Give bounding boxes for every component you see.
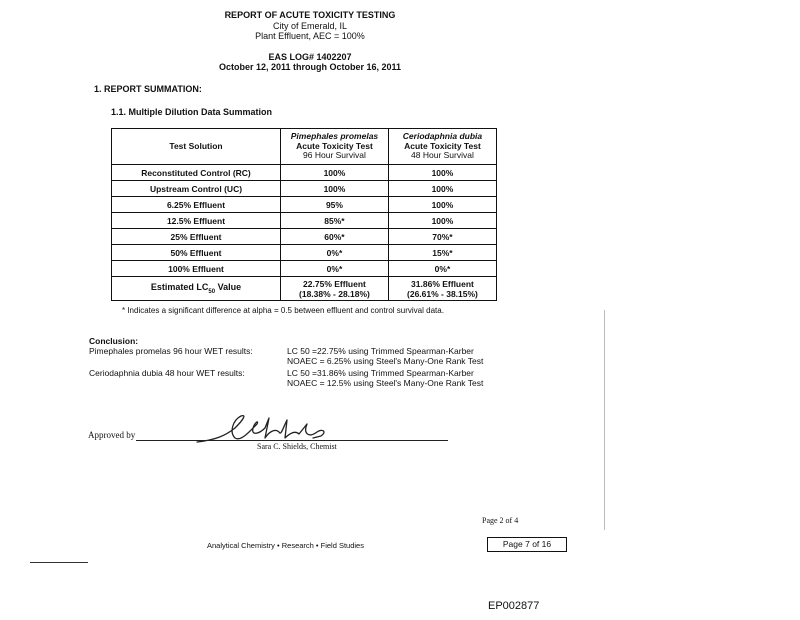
cd-value: 100% (388, 181, 496, 197)
lc50-pp-interval: (18.38% - 28.18%) (299, 288, 370, 299)
conclusion-cd-noaec: NOAEC = 12.5% using Steel's Many-One Rank Test (287, 377, 484, 388)
header-pimephales (281, 129, 389, 165)
table-header-row (112, 129, 497, 165)
report-header (150, 10, 470, 73)
row-label: 6.25% Effluent (112, 197, 281, 213)
pp-value: 0%* (281, 261, 389, 277)
footer-rule (30, 562, 88, 563)
conclusion-pp-label: Pimephales promelas 96 hour WET results: (89, 346, 253, 356)
conclusion-title: Conclusion: (89, 336, 139, 346)
pp-value: 100% (281, 181, 389, 197)
cd-value: 70%* (388, 229, 496, 245)
header-cd-test: Acute Toxicity Test (404, 140, 481, 151)
lc50-label-suffix: Value (215, 282, 242, 293)
lc50-label (112, 277, 281, 301)
lc50-pp-value (281, 277, 389, 301)
conclusion-cd-label: Ceriodaphnia dubia 48 hour WET results: (89, 368, 245, 378)
row-label: 12.5% Effluent (112, 213, 281, 229)
header-pp-survival: 96 Hour Survival (303, 150, 366, 161)
cd-value: 15%* (388, 245, 496, 261)
row-label: 25% Effluent (112, 229, 281, 245)
report-title: REPORT OF ACUTE TOXICITY TESTING (224, 10, 396, 20)
signer-name: Sara C. Shields, Chemist (257, 442, 337, 451)
lc50-subscript: 50 (208, 288, 216, 295)
conclusion-cd-lc50: LC 50 =31.86% using Trimmed Spearman-Karber (287, 368, 474, 378)
header-cd-species: Ceriodaphnia dubia (402, 131, 483, 142)
lc50-row (112, 277, 497, 301)
conclusion-cd-results (287, 369, 483, 388)
header-test-solution: Test Solution (112, 129, 281, 165)
table-row (112, 245, 497, 261)
table-row (112, 165, 497, 181)
page-number-box: Page 7 of 16 (487, 537, 567, 552)
lc50-cd-estimate: 31.86% Effluent (411, 278, 474, 289)
page-of-label: Page 2 of 4 (482, 516, 519, 525)
date-range: October 12, 2011 through October 16, 2011 (218, 62, 402, 72)
pp-value: 0%* (281, 245, 389, 261)
cd-value: 100% (388, 213, 496, 229)
lc50-label-text: Estimated LC (150, 282, 209, 293)
cd-value: 100% (388, 165, 496, 181)
pp-value: 100% (281, 165, 389, 181)
approved-by-label: Approved by (88, 430, 136, 440)
signature-text: S.C. Shields (255, 424, 261, 425)
margin-line (604, 310, 605, 530)
header-cd-survival: 48 Hour Survival (411, 150, 474, 161)
row-label: Upstream Control (UC) (112, 181, 281, 197)
lc50-cd-interval: (26.61% - 38.15%) (407, 288, 478, 299)
table-row (112, 181, 497, 197)
header-pp-test: Acute Toxicity Test (296, 140, 373, 151)
cd-value: 0%* (388, 261, 496, 277)
significance-footnote: * Indicates a significant difference at alpha = 0.5 between effluent and control survival data. (122, 306, 444, 315)
row-label: 100% Effluent (112, 261, 281, 277)
table-row (112, 213, 497, 229)
services-line: Analytical Chemistry • Research • Field Studies (207, 541, 364, 550)
plant-line: Plant Effluent, AEC = 100% (255, 31, 365, 41)
header-ceriodaphnia (388, 129, 496, 165)
conclusion-pp-noaec: NOAEC = 6.25% using Steel's Many-One Rank Test (287, 355, 484, 366)
log-number: EAS LOG# 1402207 (268, 51, 352, 62)
conclusion-pp-lc50: LC 50 =22.75% using Trimmed Spearman-Karber (287, 346, 474, 356)
cd-value: 100% (388, 197, 496, 213)
pp-value: 85%* (281, 213, 389, 229)
header-pp-species: Pimephales promelas (290, 131, 379, 142)
table-row (112, 261, 497, 277)
table-row (112, 229, 497, 245)
dilution-data-table (111, 128, 497, 301)
bates-number: EP002877 (488, 600, 540, 612)
row-label: 50% Effluent (112, 245, 281, 261)
lc50-cd-value (388, 277, 496, 301)
lc50-pp-estimate: 22.75% Effluent (303, 278, 366, 289)
signature-mark (195, 410, 335, 446)
section-report-summation: 1. REPORT SUMMATION: (94, 84, 202, 94)
city-line: City of Emerald, IL (272, 20, 348, 31)
conclusion-pp-results (287, 347, 483, 366)
table-row (112, 197, 497, 213)
row-label: Reconstituted Control (RC) (112, 165, 281, 181)
pp-value: 60%* (281, 229, 389, 245)
pp-value: 95% (281, 197, 389, 213)
section-dilution-summation: 1.1. Multiple Dilution Data Summation (111, 107, 273, 117)
